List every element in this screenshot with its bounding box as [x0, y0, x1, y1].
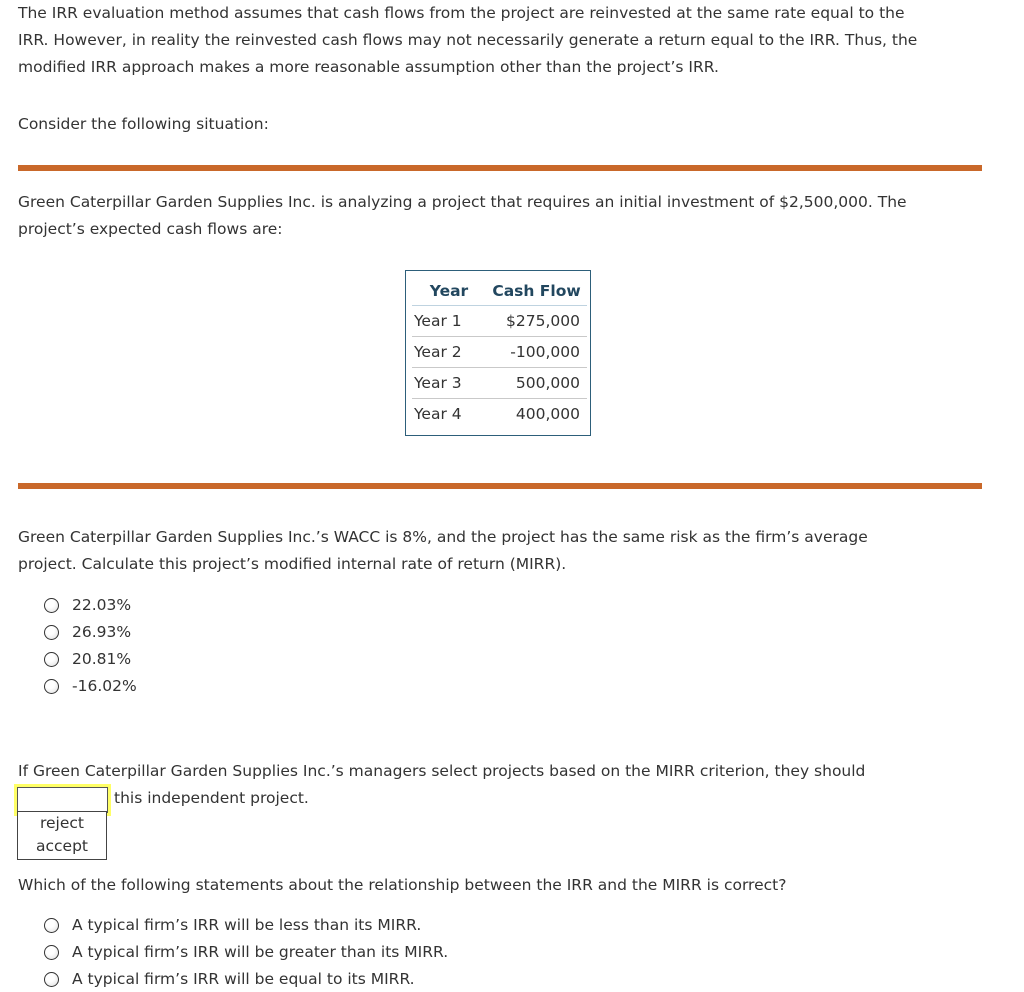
radio-button[interactable] — [44, 625, 59, 640]
mirr-option-4[interactable] — [44, 675, 137, 697]
year-cell: Year 4 — [414, 405, 462, 423]
header-cash-flow: Cash Flow — [486, 276, 587, 306]
dropdown-option-reject[interactable]: reject — [39, 814, 84, 832]
bottom-divider — [18, 483, 982, 489]
question-3-text: Which of the following statements about the relationship between the IRR and the MIRR is correct? — [18, 876, 787, 894]
top-divider — [18, 165, 982, 171]
radio-button[interactable] — [44, 918, 59, 933]
option-label: -16.02% — [72, 677, 137, 695]
mirr-option-1[interactable] — [44, 594, 131, 616]
radio-button[interactable] — [44, 598, 59, 613]
table-header-row — [412, 276, 587, 306]
cash-flow-table — [405, 270, 591, 436]
intro-paragraph — [18, 0, 917, 81]
dropdown-value[interactable] — [17, 787, 108, 813]
cash-flow-cell: $275,000 — [486, 306, 587, 337]
irr-statement-option-3[interactable] — [44, 968, 415, 990]
question-2-line-1: If Green Caterpillar Garden Supplies Inc.’s managers select projects based on the MIRR criterion, they should — [18, 762, 866, 780]
scenario-line-1: Green Caterpillar Garden Supplies Inc. is analyzing a project that requires an initial investment of $2,500,000. The — [18, 193, 907, 211]
cash-flow-cell: 400,000 — [515, 405, 580, 423]
cash-flow-cell: -100,000 — [486, 337, 587, 368]
cash-flow-cell: 500,000 — [486, 368, 587, 399]
option-label: 22.03% — [72, 596, 132, 614]
scenario-line-2: project’s expected cash flows are: — [18, 220, 283, 238]
option-label: A typical firm’s IRR will be equal to its MIRR. — [72, 970, 415, 988]
scenario-paragraph — [18, 189, 907, 243]
table-row — [412, 399, 587, 430]
intro-line-2: IRR. However, in reality the reinvested cash flows may not necessarily generate a return equal to the IRR. Thus, the — [18, 31, 918, 49]
question-1-line-2: project. Calculate this project’s modified internal rate of return (MIRR). — [18, 555, 567, 573]
option-label: A typical firm’s IRR will be greater than its MIRR. — [72, 943, 449, 961]
option-label: A typical firm’s IRR will be less than its MIRR. — [72, 916, 422, 934]
intro-line-3: modified IRR approach makes a more reasonable assumption other than the project’s IRR. — [18, 58, 719, 76]
irr-statement-option-1[interactable] — [44, 914, 421, 936]
table-row — [412, 337, 587, 368]
dropdown-option-accept[interactable]: accept — [36, 837, 88, 855]
radio-button[interactable] — [44, 945, 59, 960]
question-2-line-2: this independent project. — [114, 789, 309, 807]
question-1-text — [18, 524, 868, 578]
year-cell: Year 2 — [412, 337, 486, 368]
mirr-option-3[interactable] — [44, 648, 131, 670]
radio-button[interactable] — [44, 679, 59, 694]
radio-button[interactable] — [44, 972, 59, 987]
consider-text: Consider the following situation: — [18, 115, 269, 133]
option-label: 20.81% — [72, 650, 132, 668]
mirr-option-2[interactable] — [44, 621, 131, 643]
table-row — [412, 306, 587, 337]
radio-button[interactable] — [44, 652, 59, 667]
intro-line-1: The IRR evaluation method assumes that cash flows from the project are reinvested at the same rate equal to the — [18, 4, 905, 22]
year-cell: Year 3 — [412, 368, 486, 399]
header-year: Year — [412, 276, 486, 306]
option-label: 26.93% — [72, 623, 132, 641]
year-cell: Year 1 — [412, 306, 486, 337]
dropdown-options-list — [17, 811, 107, 860]
irr-statement-option-2[interactable] — [44, 941, 448, 963]
question-1-line-1: Green Caterpillar Garden Supplies Inc.’s WACC is 8%, and the project has the same risk as the firm’s average — [18, 528, 868, 546]
table-row — [412, 368, 587, 399]
